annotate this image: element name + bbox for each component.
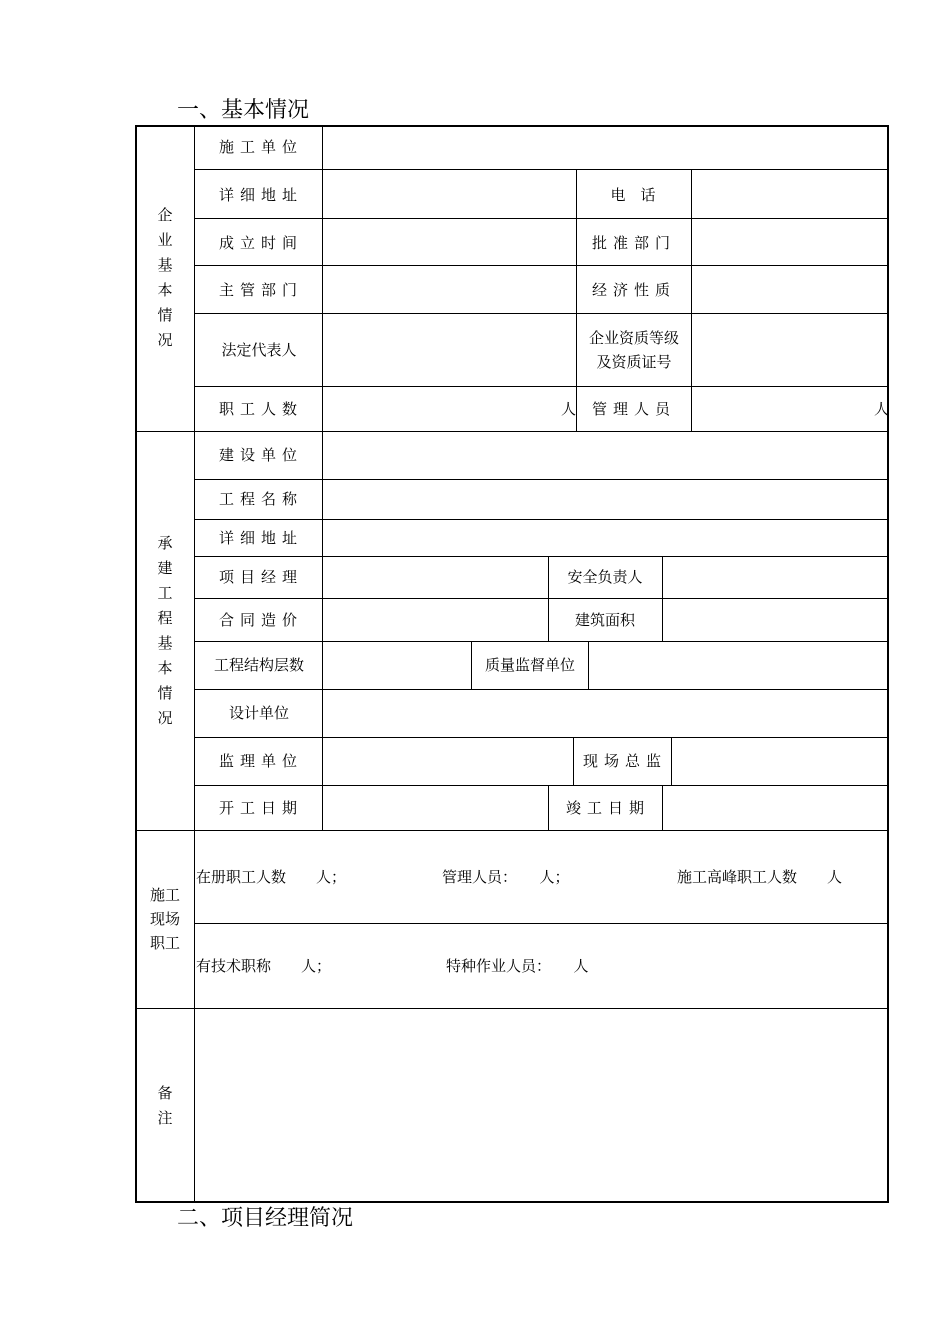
floor-area-label: 建筑面积 bbox=[574, 611, 636, 629]
grid-line bbox=[471, 641, 472, 689]
grid-line bbox=[194, 923, 889, 924]
grid-line bbox=[194, 313, 889, 314]
qualification-label-line2: 及资质证号 bbox=[596, 353, 672, 371]
section-2-heading: 二、项目经理简况 bbox=[177, 1206, 354, 1231]
enterprise-address-label: 详细地址 bbox=[218, 186, 304, 204]
managers-unit: 人 bbox=[873, 400, 889, 418]
project-group-label: 承建工程基本情况 bbox=[157, 534, 173, 727]
peak-staff-text: 施工高峰职工人数 人 bbox=[677, 868, 843, 886]
grid-line bbox=[662, 556, 663, 641]
safety-officer-label: 安全负责人 bbox=[567, 568, 643, 586]
approval-dept-label: 批准部门 bbox=[591, 234, 677, 252]
grid-line bbox=[194, 556, 889, 557]
grid-line bbox=[671, 737, 672, 785]
grid-line bbox=[548, 785, 549, 830]
owner-unit-label: 建设单位 bbox=[218, 446, 304, 464]
project-manager-label: 项目经理 bbox=[218, 568, 304, 586]
quality-supervision-label: 质量监督单位 bbox=[484, 656, 576, 674]
site-staff-label-line3: 职工 bbox=[149, 934, 181, 952]
supervision-unit-label: 监理单位 bbox=[218, 752, 304, 770]
completion-date-label: 竣工日期 bbox=[565, 799, 651, 817]
economic-nature-label: 经济性质 bbox=[591, 281, 677, 299]
grid-line bbox=[194, 218, 889, 219]
grid-line bbox=[194, 479, 889, 480]
grid-line bbox=[322, 431, 323, 830]
chief-supervisor-label: 现场总监 bbox=[582, 752, 668, 770]
grid-line bbox=[662, 785, 663, 830]
grid-line bbox=[588, 641, 589, 689]
enterprise-group-label: 企业基本情况 bbox=[157, 206, 173, 349]
section-divider bbox=[135, 1008, 889, 1009]
managers-label: 管理人员 bbox=[591, 400, 677, 418]
technical-staff-text: 有技术职称 人； bbox=[196, 957, 332, 975]
special-operators-text: 特种作业人员： 人 bbox=[446, 957, 589, 975]
section-divider bbox=[135, 431, 889, 432]
construction-unit-label: 施工单位 bbox=[218, 138, 304, 156]
registered-staff-text: 在册职工人数 人； bbox=[196, 868, 347, 886]
site-staff-label-line1: 施工 bbox=[149, 886, 181, 904]
contract-price-label: 合同造价 bbox=[218, 611, 304, 629]
site-managers-text: 管理人员： 人； bbox=[442, 868, 570, 886]
grid-line bbox=[194, 265, 889, 266]
grid-line bbox=[194, 598, 889, 599]
established-label: 成立时间 bbox=[218, 234, 304, 252]
grid-line bbox=[573, 737, 574, 785]
staff-count-label: 职工人数 bbox=[218, 400, 304, 418]
start-date-label: 开工日期 bbox=[218, 799, 304, 817]
grid-line bbox=[194, 689, 889, 690]
grid-line bbox=[194, 169, 889, 170]
grid-line bbox=[194, 386, 889, 387]
grid-line bbox=[691, 169, 692, 431]
project-address-label: 详细地址 bbox=[218, 529, 304, 547]
section-divider bbox=[135, 830, 889, 831]
supervisor-dept-label: 主管部门 bbox=[218, 281, 304, 299]
design-unit-label: 设计单位 bbox=[228, 704, 290, 722]
grid-line bbox=[194, 785, 889, 786]
staff-count-unit: 人 bbox=[560, 400, 576, 418]
category-column-divider bbox=[194, 126, 195, 1203]
grid-line bbox=[194, 641, 889, 642]
site-staff-group-label bbox=[150, 883, 180, 955]
grid-line bbox=[194, 737, 889, 738]
phone-label: 电 话 bbox=[610, 186, 656, 204]
section-1-heading: 一、基本情况 bbox=[177, 98, 310, 123]
site-staff-label-line2: 现场 bbox=[149, 910, 181, 928]
legal-rep-label: 法定代表人 bbox=[221, 341, 297, 359]
remarks-field[interactable] bbox=[196, 1010, 888, 1202]
remarks-label: 备注 bbox=[157, 1084, 173, 1127]
grid-line bbox=[194, 519, 889, 520]
structure-floors-label: 工程结构层数 bbox=[213, 656, 305, 674]
grid-line bbox=[548, 556, 549, 641]
grid-line bbox=[576, 169, 577, 431]
project-name-label: 工程名称 bbox=[218, 490, 304, 508]
qualification-label-line1: 企业资质等级 bbox=[588, 329, 680, 347]
